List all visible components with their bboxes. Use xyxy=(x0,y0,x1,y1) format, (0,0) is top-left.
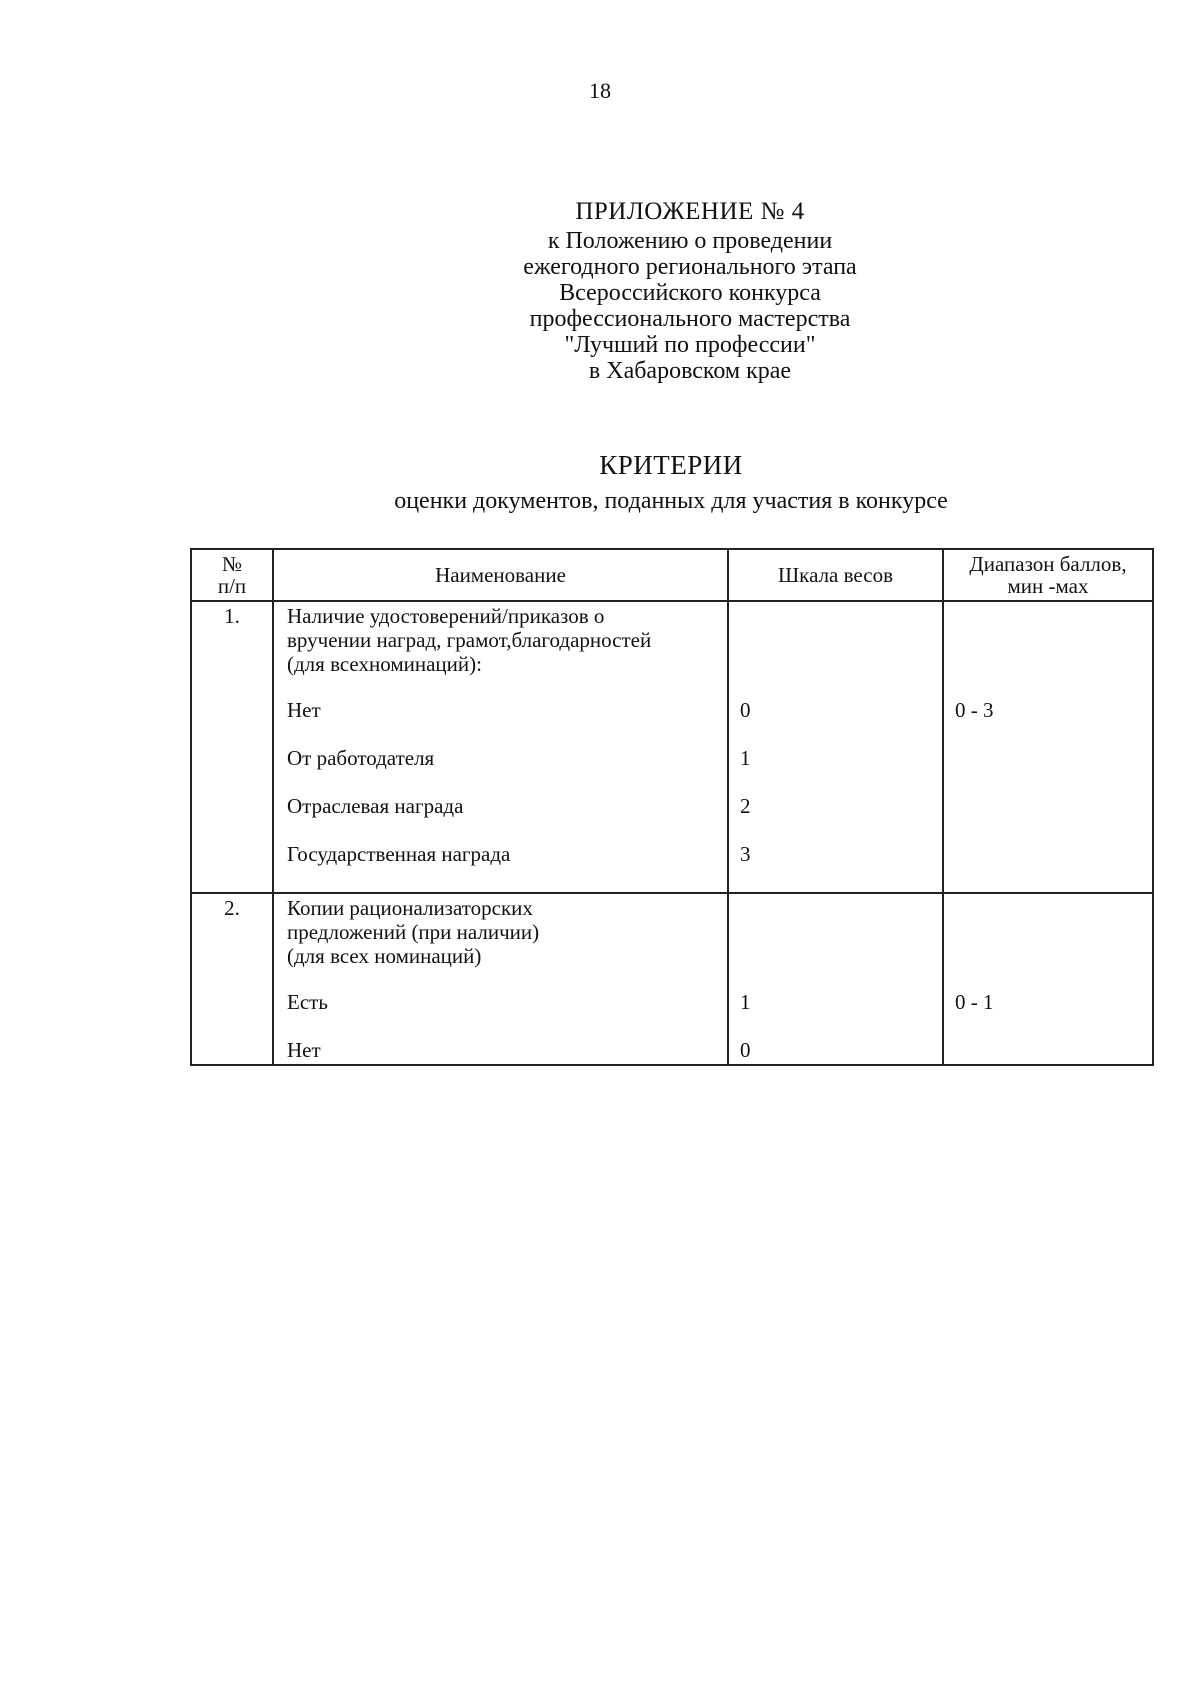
option-label: Нет xyxy=(287,1038,321,1062)
page-number: 18 xyxy=(589,78,611,103)
row-name-cell xyxy=(272,894,727,1064)
option-label: От работодателя xyxy=(287,746,435,770)
appendix-title: ПРИЛОЖЕНИЕ № 4 xyxy=(575,198,805,225)
option-weight: 2 xyxy=(740,794,751,818)
option-label: Нет xyxy=(287,698,321,722)
row-number: 1. xyxy=(224,604,240,628)
row-number: 2. xyxy=(224,896,240,920)
option-weight: 3 xyxy=(740,842,751,866)
criteria-title: КРИТЕРИИ xyxy=(599,450,743,480)
row-scale-cell xyxy=(727,894,942,1064)
criterion-heading-line: Копии рационализаторских xyxy=(287,896,533,920)
row-range-cell xyxy=(942,602,1152,892)
header-num-line1: № xyxy=(221,552,243,576)
header-name-cell xyxy=(272,550,727,600)
score-range: 0 - 3 xyxy=(955,698,994,722)
header-range-line1: Диапазон баллов, xyxy=(969,552,1127,576)
header-scale: Шкала весов xyxy=(778,563,893,587)
header-range-line2: мин -мах xyxy=(1007,574,1089,598)
header-num-cell xyxy=(192,550,272,600)
row-scale-cell xyxy=(727,602,942,892)
criterion-heading-line: (для всехноминаций): xyxy=(287,652,482,676)
header-scale-cell xyxy=(727,550,942,600)
option-label: Государственная награда xyxy=(287,842,511,866)
appendix-line: "Лучший по профессии" xyxy=(564,332,816,358)
criterion-heading-line: (для всех номинаций) xyxy=(287,944,482,968)
appendix-line: Всероссийского конкурса xyxy=(559,280,821,306)
option-weight: 1 xyxy=(740,990,751,1014)
criterion-heading-line: Наличие удостоверений/приказов о xyxy=(287,604,605,628)
appendix-line: профессионального мастерства xyxy=(529,306,851,332)
appendix-line: ежегодного регионального этапа xyxy=(523,254,857,280)
header-range-cell xyxy=(942,550,1152,600)
option-label: Отраслевая награда xyxy=(287,794,464,818)
table-row xyxy=(192,892,1152,1064)
appendix-line: в Хабаровском крае xyxy=(588,358,792,384)
row-name-cell xyxy=(272,602,727,892)
option-label: Есть xyxy=(287,990,328,1014)
option-weight: 0 xyxy=(740,698,751,722)
table-row xyxy=(192,600,1152,892)
row-num-cell xyxy=(192,602,272,892)
header-num-line2: п/п xyxy=(217,574,247,598)
criterion-heading-line: вручении наград, грамот,благодарностей xyxy=(287,628,652,652)
header-name: Наименование xyxy=(435,563,566,587)
row-range-cell xyxy=(942,894,1152,1064)
option-weight: 1 xyxy=(740,746,751,770)
option-weight: 0 xyxy=(740,1038,751,1062)
appendix-block xyxy=(410,196,970,384)
appendix-line: к Положению о проведении xyxy=(547,228,833,254)
row-num-cell xyxy=(192,894,272,1064)
criterion-heading-line: предложений (при наличии) xyxy=(287,920,540,944)
table-header-row xyxy=(192,550,1152,600)
criteria-table xyxy=(190,548,1154,1066)
score-range: 0 - 1 xyxy=(955,990,994,1014)
criteria-subtitle: оценки документов, поданных для участия в конкурсе xyxy=(394,488,948,514)
